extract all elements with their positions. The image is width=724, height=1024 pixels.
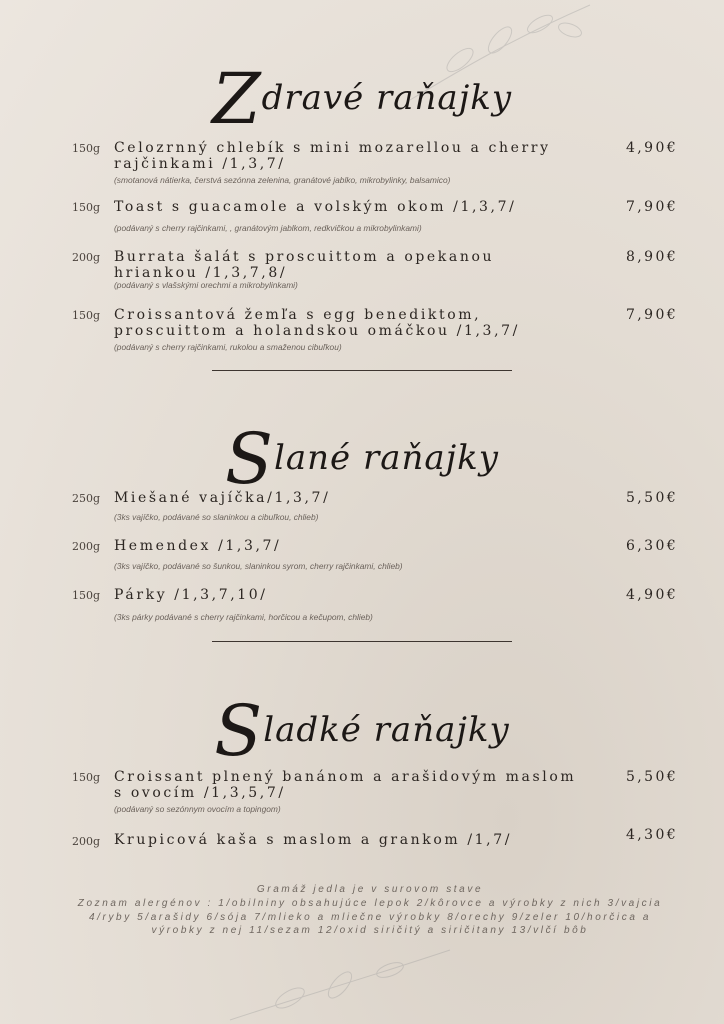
item-name: Toast s guacamole a volským okom /1,3,7/ [114, 199, 517, 215]
item-weight: 150g [72, 771, 101, 784]
leaf-branch-decoration-bottom [220, 940, 460, 1024]
item-name: Celozrnný chlebík s mini mozarellou a cherry rajčinkami /1,3,7/ [114, 140, 551, 172]
item-name: Miešané vajíčka/1,3,7/ [114, 490, 331, 506]
footer-allergen-list: Zoznam alergénov : 1/obilniny obsahujúce lepok 2/kôrovce a výrobky z nich 3/vajcia 4/ryby 5/arašidy 6/sója 7/mlieko a mliečne výrobky 8/orechy 9/zeler 10/horčica a výrobky z nej 11/sezam 12/oxid siričitý a siričitany 13/vlčí bôb [77, 898, 663, 936]
item-name: Krupicová kaša s maslom a grankom /1,7/ [114, 832, 513, 848]
item-weight: 150g [72, 201, 101, 214]
item-note: (3ks vajíčko, podávané so šunkou, slaninkou syrom, cherry rajčinkami, chlieb) [114, 561, 403, 571]
item-weight: 150g [72, 589, 101, 602]
section-title-sladke: Sladké raňajky [214, 690, 510, 772]
section-divider [212, 370, 512, 371]
section-title-zdrave: Zdravé raňajky [211, 58, 513, 140]
item-price: 4,30€ [626, 827, 679, 843]
item-weight: 200g [72, 540, 101, 553]
item-note: (podávaný s vlašskými orechmi a mikrobylinkami) [114, 280, 298, 290]
item-weight: 150g [72, 309, 101, 322]
item-weight: 200g [72, 251, 101, 264]
item-weight: 150g [72, 142, 101, 155]
item-name: Croissantová žemľa s egg benediktom, proscuittom a holandskou omáčkou /1,3,7/ [114, 307, 520, 339]
item-name: Hemendex /1,3,7/ [114, 538, 282, 554]
item-price: 6,30€ [626, 538, 679, 554]
footer-weight-note: Gramáž jedla je v surovom stave [256, 884, 484, 895]
item-note: (podávaný s cherry rajčinkami, rukolou a smaženou cibuľkou) [114, 342, 342, 352]
item-note: (3ks párky podávané s cherry rajčinkami, horčicou a kečupom, chlieb) [114, 612, 373, 622]
item-price: 5,50€ [626, 769, 679, 785]
item-price: 4,90€ [626, 587, 679, 603]
item-name: Croissant plnený banánom a arašidovým maslom s ovocím /1,3,5,7/ [114, 769, 577, 801]
section-title-slane: Slané raňajky [225, 418, 499, 500]
item-price: 7,90€ [626, 307, 679, 323]
item-name: Párky /1,3,7,10/ [114, 587, 268, 603]
item-price: 5,50€ [626, 490, 679, 506]
item-price: 4,90€ [626, 140, 679, 156]
item-name: Burrata šalát s proscuittom a opekanou hriankou /1,3,7,8/ [114, 249, 495, 281]
section-divider [212, 641, 512, 642]
item-note: (smotanová nátierka, čerstvá sezónna zelenina, granátové jablko, mikrobylinky, balsamico) [114, 175, 451, 185]
item-note: (podávaný so sezónnym ovocím a topingom) [114, 804, 281, 814]
item-price: 8,90€ [626, 249, 679, 265]
item-note: (3ks vajíčko, podávané so slaninkou a cibuľkou, chlieb) [114, 512, 319, 522]
item-note: (podávaný s cherry rajčinkami, , granátovým jablkom, redkvičkou a mikrobylinkami) [114, 223, 422, 233]
item-price: 7,90€ [626, 199, 679, 215]
item-weight: 200g [72, 835, 101, 848]
item-weight: 250g [72, 492, 101, 505]
